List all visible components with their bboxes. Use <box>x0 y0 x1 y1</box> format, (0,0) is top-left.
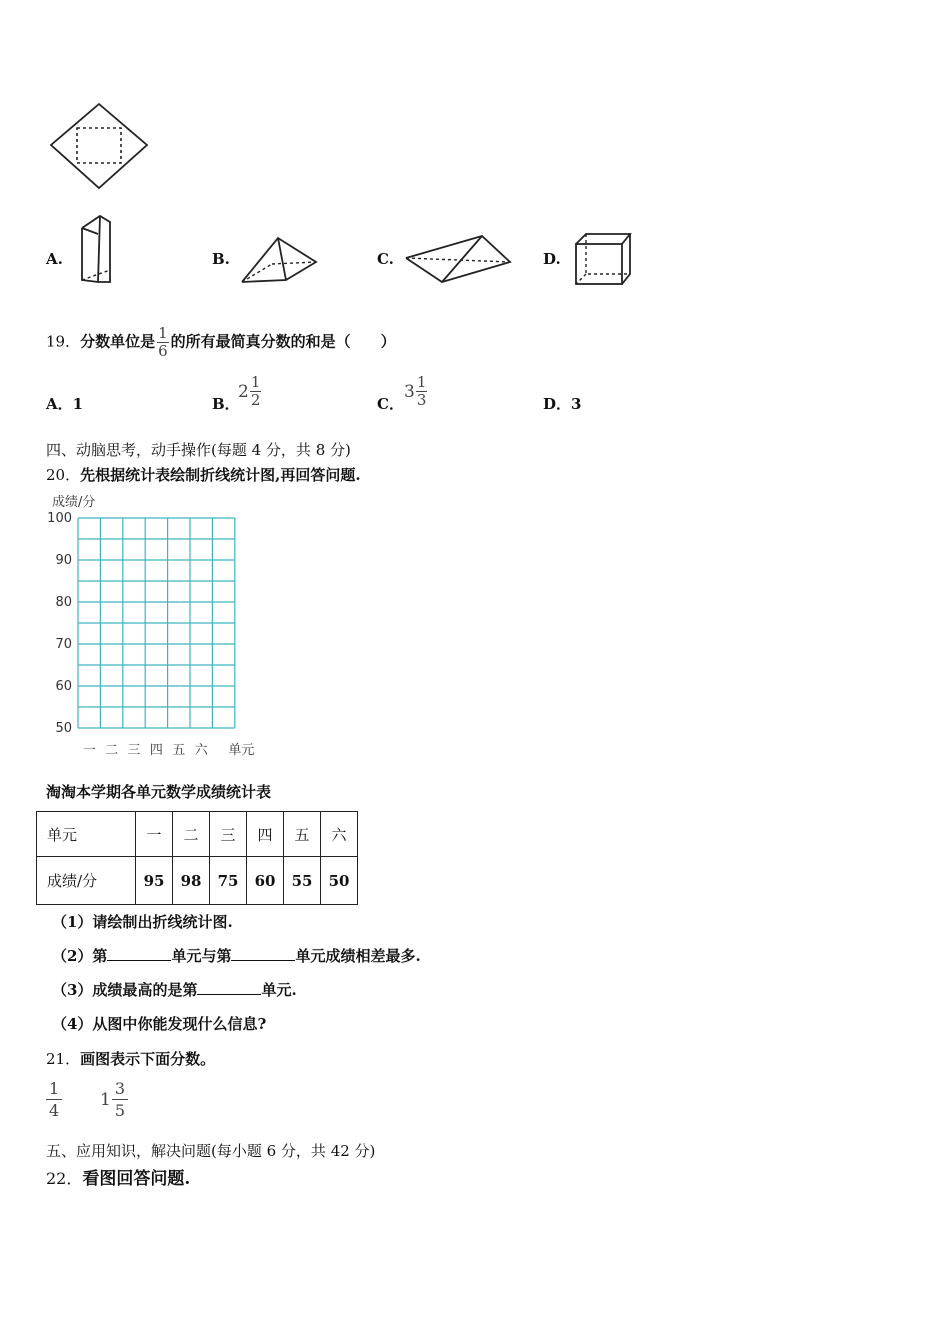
x-tick-label: 六 <box>194 743 208 758</box>
fraction-denominator: 6 <box>158 342 168 360</box>
unit-fraction <box>157 326 169 359</box>
answer-blank[interactable] <box>231 948 295 961</box>
x-tick-label: 一 <box>82 743 96 758</box>
unit-cell: 三 <box>210 812 247 857</box>
triangular-prism-figure <box>76 210 120 286</box>
unit-cell: 四 <box>247 812 284 857</box>
option-value: 3 <box>571 395 582 413</box>
answer-blank[interactable] <box>197 982 261 995</box>
table-caption: 淘淘本学期各单元数学成绩统计表 <box>46 783 272 801</box>
y-tick-label: 70 <box>55 637 72 652</box>
option-c-label: C. <box>377 250 394 268</box>
question-text: 看图回答问题. <box>82 1169 191 1189</box>
line-chart-grid <box>44 488 268 760</box>
x-tick-label: 五 <box>172 743 186 758</box>
sub-text: 单元成绩相差最多. <box>295 947 421 965</box>
mixed-whole: 1 <box>100 1090 111 1110</box>
question-text-after: 的所有最简真分数的和是（ ） <box>170 332 396 351</box>
fraction-numerator: 1 <box>250 373 261 391</box>
y-tick-label: 50 <box>55 721 72 736</box>
score-cell: 95 <box>136 857 173 905</box>
unit-cell: 二 <box>173 812 210 857</box>
y-tick-label: 60 <box>55 679 72 694</box>
q19-option-c-label: C． <box>377 395 404 413</box>
score-cell: 98 <box>173 857 210 905</box>
question-22 <box>46 1164 190 1189</box>
cube-figure <box>568 230 636 288</box>
sub-text: 单元. <box>261 981 297 999</box>
unit-cell: 六 <box>321 812 358 857</box>
x-axis-label: 单元 <box>228 743 255 758</box>
square-pyramid-figure <box>238 230 320 288</box>
fraction-numerator: 1 <box>158 324 168 342</box>
sub-text: （3）成绩最高的是第 <box>52 981 198 999</box>
question-text: 画图表示下面分数。 <box>80 1050 216 1068</box>
sub-text: 单元与第 <box>171 947 232 965</box>
option-value: 1 <box>72 395 84 413</box>
fraction-denominator: 4 <box>49 1101 60 1120</box>
sub-question-2 <box>52 945 421 966</box>
question-number: 21． <box>46 1050 81 1068</box>
fraction-one-quarter <box>46 1081 62 1119</box>
unit-cell: 五 <box>284 812 321 857</box>
question-number: 19． <box>46 332 81 351</box>
score-cell: 60 <box>247 857 284 905</box>
question-19 <box>46 326 396 359</box>
section-4-title: 四、动脑思考，动手操作(每题 4 分，共 8 分) <box>46 441 351 459</box>
fraction-denominator: 5 <box>114 1101 126 1120</box>
sub-question-1: （1）请绘制出折线统计图. <box>52 913 233 931</box>
option-a-label: A. <box>46 250 63 268</box>
section-5-title: 五、应用知识，解决问题(每小题 6 分，共 42 分) <box>46 1142 376 1160</box>
sub-text: （2）第 <box>52 947 108 965</box>
question-number: 22． <box>46 1169 83 1188</box>
unit-cell: 一 <box>136 812 173 857</box>
question-text: 先根据统计表绘制折线统计图,再回答问题. <box>80 466 361 484</box>
y-tick-label: 90 <box>55 553 72 568</box>
mixed-whole: 2 <box>238 381 249 402</box>
score-cell: 50 <box>321 857 358 905</box>
option-letter: D． <box>543 395 572 413</box>
fraction-numerator: 1 <box>416 373 427 391</box>
q19-option-c-value <box>404 375 427 408</box>
y-axis-label: 成绩/分 <box>52 495 96 510</box>
x-tick-label: 四 <box>149 743 163 758</box>
pyramid-net-figure <box>45 100 153 192</box>
q19-option-d <box>543 393 581 414</box>
y-tick-label: 100 <box>47 511 72 526</box>
x-tick-label: 二 <box>105 743 119 758</box>
answer-blank[interactable] <box>107 948 171 961</box>
mixed-fraction-one-three-fifths <box>100 1081 128 1119</box>
table-header-row <box>37 812 358 857</box>
q19-option-b-value <box>238 375 261 408</box>
question-text: 分数单位是 <box>80 332 156 351</box>
option-d-label: D. <box>543 250 561 268</box>
question-21 <box>46 1048 215 1069</box>
lying-prism-figure <box>402 232 514 286</box>
fraction-denominator: 2 <box>250 391 261 409</box>
option-b-label: B. <box>212 250 230 268</box>
score-table <box>36 811 358 905</box>
q19-option-b-label: B． <box>212 395 240 413</box>
option-letter: A． <box>46 395 73 413</box>
q19-option-a <box>46 393 83 414</box>
header-label-cell: 单元 <box>37 812 136 857</box>
question-20 <box>46 464 361 485</box>
table-score-row <box>37 857 358 905</box>
y-tick-label: 80 <box>55 595 72 610</box>
x-tick-label: 三 <box>127 743 141 758</box>
sub-question-4: （4）从图中你能发现什么信息? <box>52 1015 267 1033</box>
question-number: 20． <box>46 466 81 484</box>
fraction-numerator: 3 <box>112 1081 128 1100</box>
fraction-numerator: 1 <box>46 1081 62 1100</box>
score-cell: 55 <box>284 857 321 905</box>
mixed-whole: 3 <box>404 381 415 402</box>
row-label-cell: 成绩/分 <box>37 857 136 905</box>
score-cell: 75 <box>210 857 247 905</box>
sub-question-3 <box>52 979 297 1000</box>
fraction-denominator: 3 <box>416 391 427 409</box>
